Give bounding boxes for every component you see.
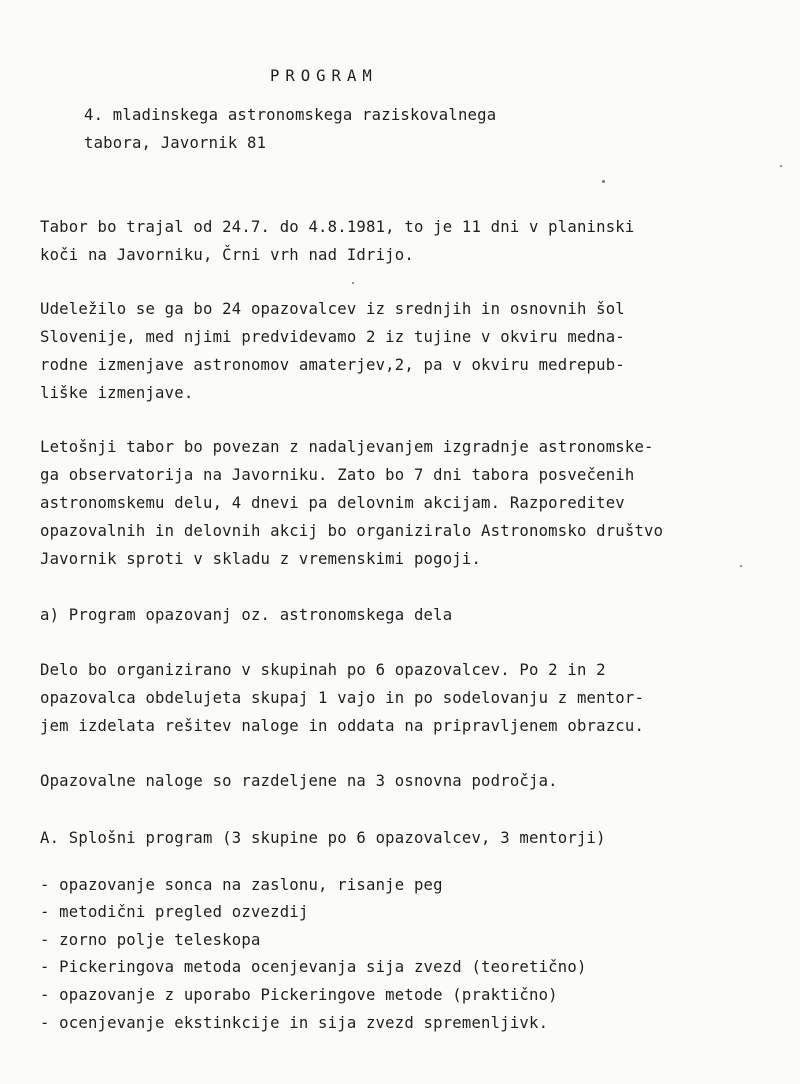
paragraph2-line-3: rodne izmenjave astronomov amaterjev,2, pa v okviru medrepub-	[40, 356, 625, 374]
scan-speck	[352, 282, 354, 284]
paragraph1-line-2: koči na Javorniku, Črni vrh nad Idrijo.	[40, 246, 414, 264]
paragraph3-line-4: opazovalnih in delovnih akcij bo organiziralo Astronomsko društvo	[40, 522, 664, 540]
paragraph1-line-1: Tabor bo trajal od 24.7. do 4.8.1981, to je 11 dni v planinski	[40, 218, 635, 236]
program-a-heading: A. Splošni program (3 skupine po 6 opazovalcev, 3 mentorji)	[40, 829, 606, 847]
scan-speck	[780, 165, 782, 167]
scan-speck	[602, 180, 605, 183]
program-a-item-1: - opazovanje sonca na zaslonu, risanje peg	[40, 876, 443, 894]
paragraph3-line-2: ga observatorija na Javorniku. Zato bo 7 dni tabora posvečenih	[40, 466, 635, 484]
paragraph2-line-4: liške izmenjave.	[40, 384, 194, 402]
section-a-heading: a) Program opazovanj oz. astronomskega dela	[40, 606, 453, 624]
program-a-item-5: - opazovanje z uporabo Pickeringove metode (praktično)	[40, 986, 558, 1004]
paragraph4-line-2: opazovalca obdelujeta skupaj 1 vajo in po sodelovanju z mentor-	[40, 689, 645, 707]
subtitle-line-2: tabora, Javornik 81	[84, 134, 267, 152]
paragraph3-line-1: Letošnji tabor bo povezan z nadaljevanjem izgradnje astronomske-	[40, 438, 654, 456]
subtitle-line-1: 4. mladinskega astronomskega raziskovalnega	[84, 106, 497, 124]
paragraph3-line-5: Javornik sproti v skladu z vremenskimi pogoji.	[40, 550, 482, 568]
program-a-item-2: - metodični pregled ozvezdij	[40, 903, 309, 921]
paragraph3-line-3: astronomskemu delu, 4 dnevi pa delovnim akcijam. Razporeditev	[40, 494, 625, 512]
paragraph4-line-1: Delo bo organizirano v skupinah po 6 opazovalcev. Po 2 in 2	[40, 661, 606, 679]
scan-speck	[740, 565, 742, 567]
paragraph5: Opazovalne naloge so razdeljene na 3 osnovna področja.	[40, 772, 558, 790]
paragraph4-line-3: jem izdelata rešitev naloge in oddata na pripravljenem obrazcu.	[40, 717, 645, 735]
document-title: PROGRAM	[270, 67, 378, 85]
paragraph2-line-1: Udeležilo se ga bo 24 opazovalcev iz srednjih in osnovnih šol	[40, 300, 625, 318]
paragraph2-line-2: Slovenije, med njimi predvidevamo 2 iz tujine v okviru medna-	[40, 328, 625, 346]
program-a-item-3: - zorno polje teleskopa	[40, 931, 261, 949]
program-a-item-6: - ocenjevanje ekstinkcije in sija zvezd spremenljivk.	[40, 1014, 549, 1032]
program-a-item-4: - Pickeringova metoda ocenjevanja sija zvezd (teoretično)	[40, 958, 587, 976]
